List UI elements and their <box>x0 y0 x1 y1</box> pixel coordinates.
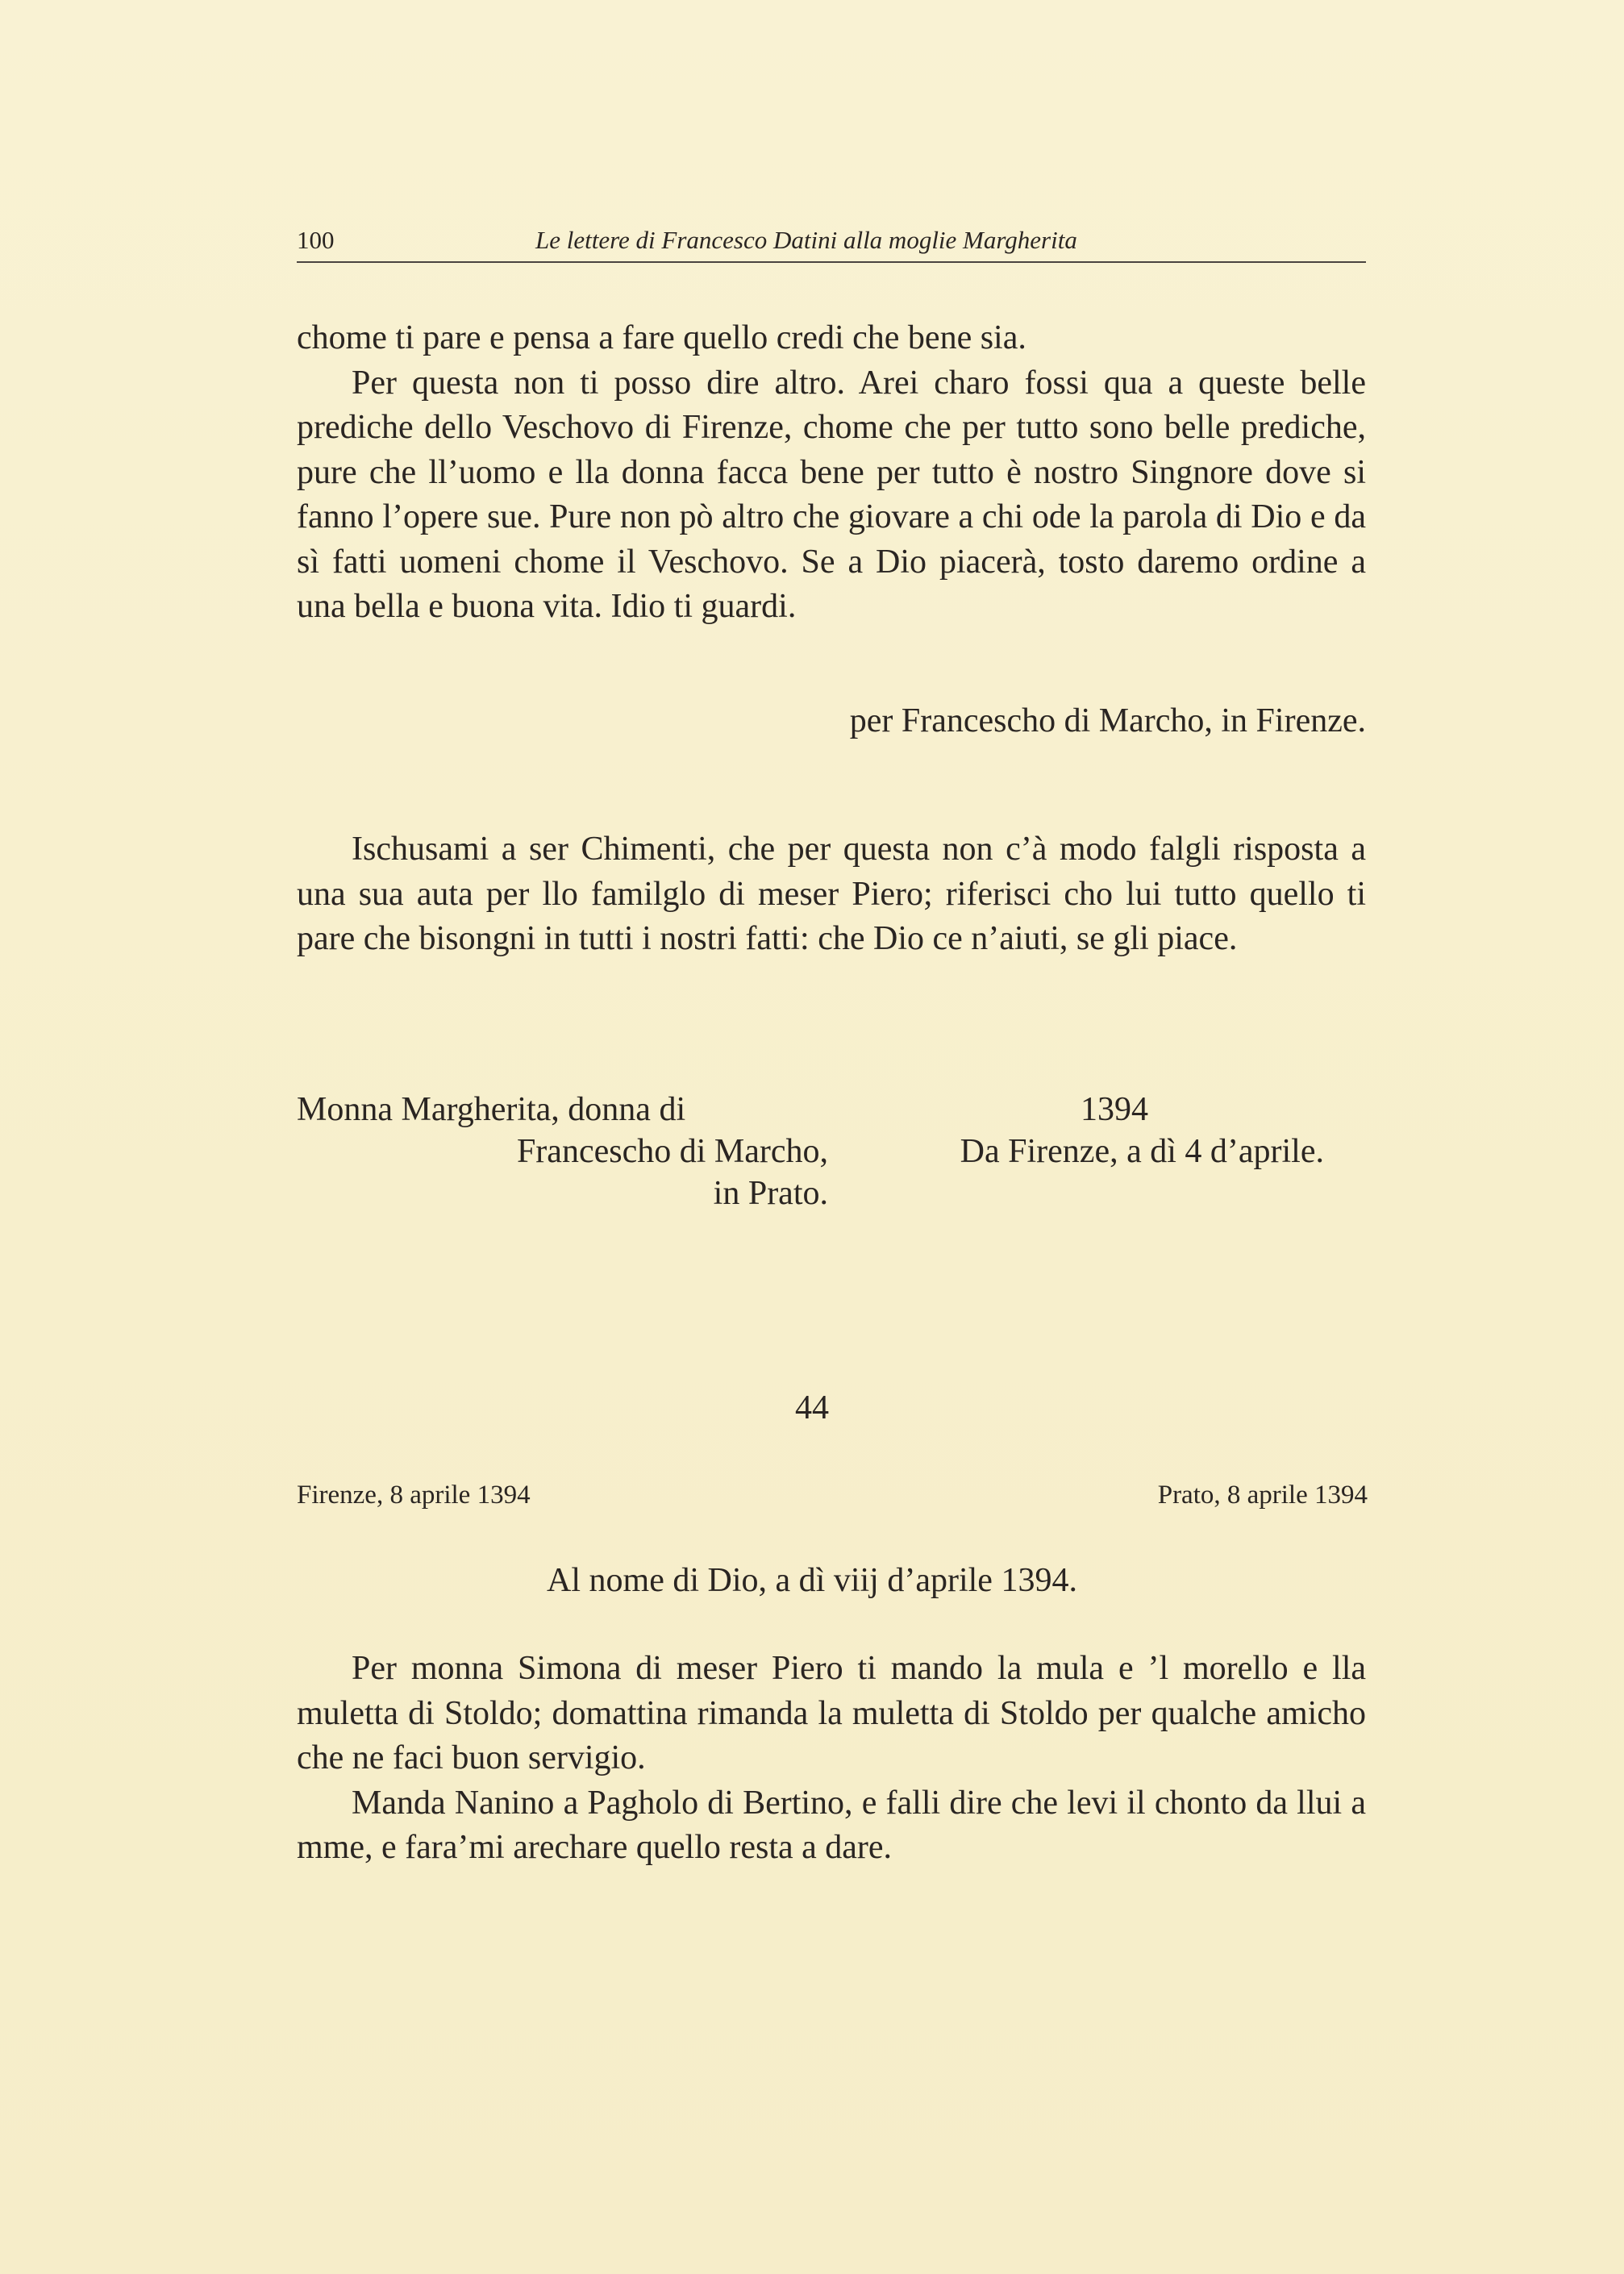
paragraph: Ischusami a ser Chimenti, che per questa non c’à modo falgli risposta a una sua auta per llo familglo di meser Piero; riferisci cho lui tutto quello ti pare che bisongni in tutti i nostri fatti: che Dio ce n’aiuti, se gli piace. <box>297 831 1366 957</box>
letter-number: 44 <box>795 1389 829 1426</box>
address-line-3: in Prato. <box>713 1175 828 1212</box>
postscript <box>297 827 1366 962</box>
running-title: Le lettere di Francesco Datini alla moglie Margherita <box>535 226 1077 254</box>
address-year: 1394 <box>1081 1091 1148 1128</box>
letter-opening: Al nome di Dio, a dì viij d’aprile 1394. <box>547 1562 1077 1599</box>
previous-letter-body <box>297 316 1366 630</box>
letter-body <box>297 1647 1366 1871</box>
paragraph: Per questa non ti posso dire altro. Arei charo fossi qua a queste belle prediche dello Veschovo di Firenze, chome che per tutto sono belle prediche, pure che ll’uomo e lla donna facca bene per tutto è nostro Singnore dove si fanno l’opere sue. Pure non pò altro che giovare a chi ode la parola di Dio e da sì fatti uomeni chome il Veschovo. Se a Dio piacerà, tosto daremo ordine a una bella e buona vita. Idio ti guardi. <box>297 364 1366 625</box>
paragraph: chome ti pare e pensa a fare quello credi che bene sia. <box>297 319 1026 356</box>
date-right: Prato, 8 aprile 1394 <box>1157 1481 1368 1510</box>
date-left: Firenze, 8 aprile 1394 <box>297 1481 531 1510</box>
paragraph: Per monna Simona di meser Piero ti mando la mula e ’l morello e lla muletta di Stoldo; domattina rimanda la muletta di Stoldo per qualche amicho che ne faci buon servigio. <box>297 1650 1366 1776</box>
address-line-2: Francescho di Marcho, <box>516 1133 828 1170</box>
paragraph: Manda Nanino a Pagholo di Bertino, e falli dire che levi il chonto da llui a mme, e fara’mi arechare quello resta a dare. <box>297 1784 1366 1866</box>
address-line-1: Monna Margherita, donna di <box>297 1091 686 1128</box>
page-number: 100 <box>297 226 335 254</box>
address-origin-date: Da Firenze, a dì 4 d’aprile. <box>960 1133 1324 1170</box>
running-header <box>297 219 1366 263</box>
signature: per Francescho di Marcho, in Firenze. <box>849 702 1366 739</box>
